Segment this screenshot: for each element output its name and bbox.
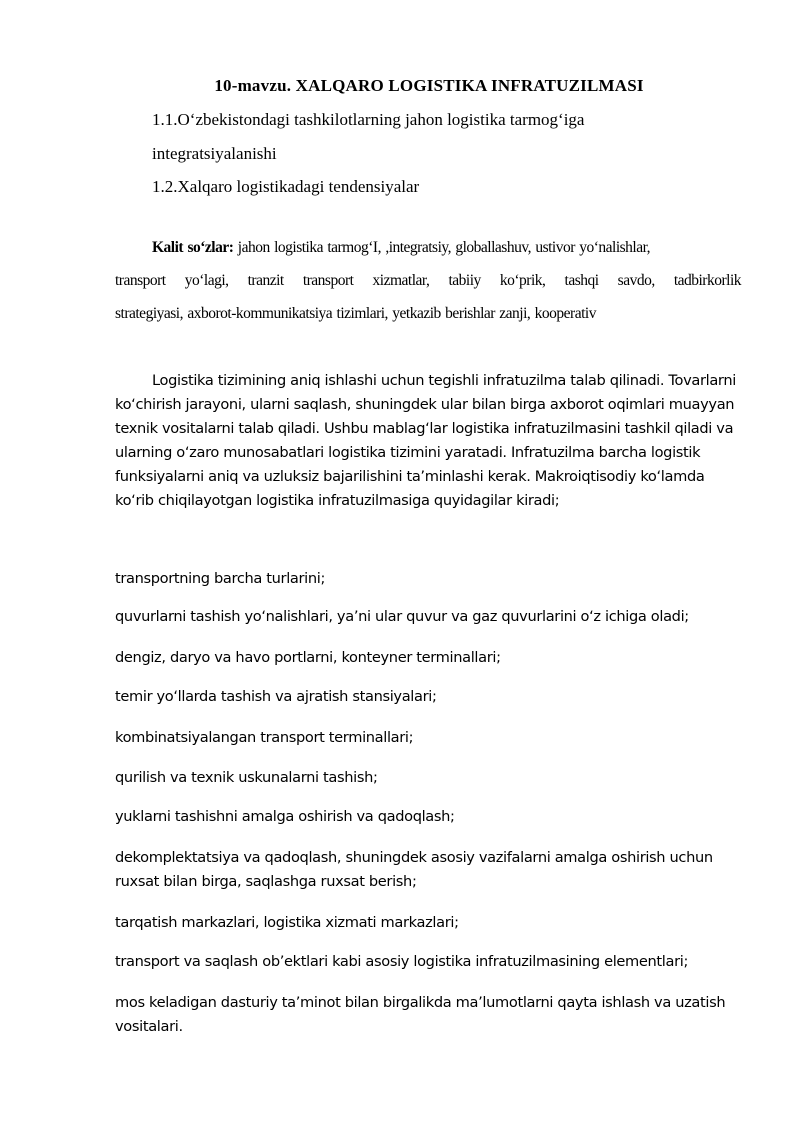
list-item: dekomplektatsiya va qadoqlash, shuningdek asosiy vazifalarni amalga oshirish uchun ruxsat bilan birga, saqlashga ruxsat berish; bbox=[115, 849, 713, 890]
list-item: transport va saqlash ob’ektlari kabi asosiy logistika infratuzilmasining elementlari; bbox=[115, 953, 689, 970]
list-item: temir yo‘llarda tashish va ajratish stansiyalari; bbox=[115, 688, 437, 705]
list-item: quvurlarni tashish yo‘nalishlari, ya’ni ular quvur va gaz quvurlarini o‘z ichiga oladi; bbox=[115, 608, 689, 625]
toc-item-1-2: 1.2.Xalqaro logistikadagi tendensiyalar bbox=[152, 177, 420, 196]
list-item: kombinatsiyalangan transport terminallari; bbox=[115, 729, 414, 746]
toc-item-1-1: 1.1.O‘zbekistondagi tashkilotlarning jahon logistika tarmog‘iga bbox=[152, 110, 585, 129]
keywords-line-2: transport yo‘lagi, tranzit transport xizmatlar, tabiiy ko‘prik, tashqi savdo, tadbirkorlik bbox=[115, 272, 741, 289]
keywords-text-1: jahon logistika tarmog‘I, ,integratsiy, globallashuv, ustivor yo‘nalishlar, bbox=[233, 239, 651, 256]
keywords-label: Kalit so‘zlar: bbox=[152, 239, 234, 256]
list-item: qurilish va texnik uskunalarni tashish; bbox=[115, 769, 378, 786]
intro-paragraph: Logistika tizimining aniq ishlashi uchun tegishli infratuzilma talab qilinadi. Tovarlarni ko‘chirish jarayoni, ularni saqlash, shuningdek ular bilan birga axborot oqimlari muayyan texnik vositalarni talab qiladi. Ushbu mablag‘lar logistika infratuzilmasini tashkil qiladi va ularning o‘zaro munosabatlari logistika tizimini yaratadi. Infratuzilma barcha logistik funksiyalarni aniq va uzluksiz bajarilishini ta’minlashi kerak. Makroiqtisodiy ko‘lamda ko‘rib chiqilayotgan logistika infratuzilmasiga quyidagilar kiradi; bbox=[115, 372, 736, 509]
toc-item-1-1-continued: integratsiyalanishi bbox=[152, 144, 277, 163]
list-item: mos keladigan dasturiy ta’minot bilan birgalikda ma’lumotlarni qayta ishlash va uzatish vositalari. bbox=[115, 994, 726, 1035]
list-item: tarqatish markazlari, logistika xizmati markazlari; bbox=[115, 914, 459, 931]
page-title: 10-mavzu. XALQARO LOGISTIKA INFRATUZILMASI bbox=[214, 76, 644, 95]
list-item: yuklarni tashishni amalga oshirish va qadoqlash; bbox=[115, 808, 455, 825]
list-item: dengiz, daryo va havo portlarni, konteyner terminallari; bbox=[115, 649, 501, 666]
keywords-line-3: strategiyasi, axborot-kommunikatsiya tizimlari, yetkazib berishlar zanji, kooperativ bbox=[115, 305, 596, 322]
list-item: transportning barcha turlarini; bbox=[115, 570, 326, 587]
keywords-line-1 bbox=[152, 238, 742, 258]
